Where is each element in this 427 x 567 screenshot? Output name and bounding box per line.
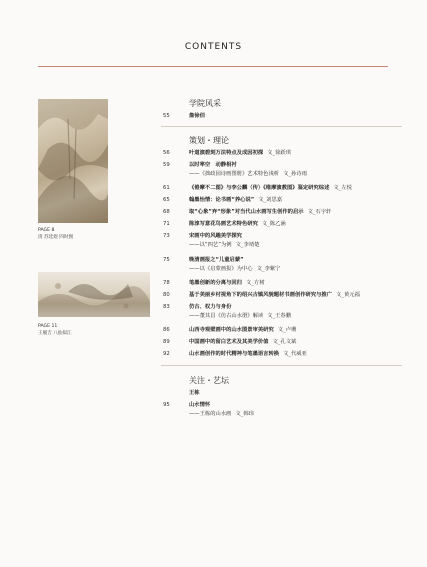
- toc-entry-subtitle[interactable]: [189, 242, 404, 249]
- painting-illustration: [38, 272, 150, 317]
- toc-entry[interactable]: [189, 257, 404, 264]
- toc-entry[interactable]: [189, 185, 404, 192]
- toc-entry-subtitle[interactable]: [189, 171, 404, 178]
- page-number: 86: [163, 327, 170, 333]
- page-number: 78: [163, 280, 170, 286]
- toc-entry[interactable]: [189, 402, 404, 409]
- page-number: 61: [163, 185, 170, 191]
- painting-image-river: [38, 272, 150, 317]
- image-caption-2: [38, 324, 72, 337]
- entry-author: 文_李紫宁: [256, 266, 281, 272]
- toc-entry[interactable]: [189, 197, 404, 204]
- page-number: 73: [163, 233, 170, 239]
- entry-title: 山水画创作的时代精神与笔墨语言转换: [189, 351, 280, 357]
- caption-text: 王履吉 八仙拟江: [38, 330, 72, 336]
- toc-entry[interactable]: [189, 150, 404, 157]
- painting-image-landscape: [38, 99, 108, 223]
- entry-title: 中国画中的留白艺术及其美学价值: [189, 339, 269, 345]
- entry-author: 文_刘思嘉: [258, 197, 283, 203]
- toc-entry[interactable]: [189, 304, 404, 311]
- toc-entry[interactable]: [189, 280, 404, 287]
- entry-author: 文_徐跃琪: [267, 150, 292, 156]
- entry-title: 取“心象”弃“形象”对当代山水画写生创作的启示: [189, 209, 304, 215]
- entry-title: 山西寺观壁画中的山水图景审美研究: [189, 327, 274, 333]
- entry-author: 文_孙诗雨: [283, 171, 307, 177]
- entry-title: 晚清画报之“儿童启蒙”: [189, 257, 244, 263]
- page-number: 83: [163, 304, 170, 310]
- entry-author: 文_石宇轩: [307, 209, 332, 215]
- entry-title: 以时率空 动静相衬: [189, 162, 237, 168]
- entry-title: 陈淳写意花鸟画艺术特色研究: [189, 221, 258, 227]
- entry-author: 文_王春鹏: [267, 313, 292, 319]
- entry-author: 文_孔文斌: [272, 339, 297, 345]
- page-number: 92: [163, 351, 170, 357]
- entry-title: 翰墨怡情：论书画“养心说”: [189, 197, 255, 203]
- contents-title: CONTENTS: [184, 42, 243, 52]
- entry-author: 文_左悦: [333, 185, 352, 191]
- entry-title: 叶道演碧刻万法特点及成因初探: [189, 150, 264, 156]
- entry-author: 文_卢珊: [277, 327, 297, 333]
- entry-title: 《倦摩不二图》与李公麟（传）《维摩演教图》鉴定研究综述: [189, 185, 330, 191]
- page-number: 71: [163, 221, 170, 227]
- page-number: 56: [163, 150, 170, 156]
- entry-author: 文_黄元福: [336, 292, 360, 298]
- image-caption-1: [38, 228, 73, 241]
- entry-title: ——以《启蒙画报》为中心: [189, 266, 253, 272]
- entry-author: 文_方树: [245, 280, 265, 286]
- painting-illustration: [38, 99, 108, 223]
- entry-title: 王栋: [189, 390, 200, 396]
- entry-author: 文_陈乙涵: [261, 221, 286, 227]
- caption-text: 清 苏廷煜 四时图: [38, 234, 74, 240]
- entry-author: 文_代威亚: [283, 351, 307, 357]
- toc-entry-subtitle[interactable]: [189, 313, 404, 320]
- page-number: 95: [163, 402, 170, 408]
- caption-page: PAGE 8: [38, 228, 55, 233]
- section-heading: 关注・艺坛: [189, 376, 229, 385]
- page-number: 59: [163, 162, 170, 168]
- entry-title: ——《拙政园诗画图册》艺术特色浅析: [189, 171, 280, 177]
- entry-title: ——以“四艺”为例: [189, 242, 232, 248]
- entry-title: ——董其昌《仿古山水册》解读: [189, 313, 264, 319]
- toc-entry[interactable]: [189, 113, 404, 120]
- header-divider: [38, 66, 388, 67]
- page-number: 55: [163, 113, 170, 119]
- toc-entry[interactable]: [189, 162, 404, 169]
- entry-title: 仿古、权力与身份: [189, 304, 232, 310]
- toc-entry[interactable]: [189, 351, 404, 358]
- page-number: 80: [163, 292, 170, 298]
- section-divider: [161, 126, 402, 127]
- section-divider: [161, 365, 402, 366]
- toc-entry[interactable]: [189, 233, 404, 240]
- toc-entry[interactable]: [189, 390, 404, 397]
- caption-page: PAGE 11: [38, 324, 58, 329]
- section-heading: 策划・理论: [189, 136, 229, 145]
- entry-title: 詹徐佰: [189, 113, 205, 119]
- toc-entry[interactable]: [189, 221, 404, 228]
- section-heading: 学院风采: [189, 99, 221, 108]
- entry-title: 山水情怀: [189, 402, 211, 408]
- entry-title: ——王栋的山水画: [189, 411, 232, 417]
- toc-entry[interactable]: [189, 339, 404, 346]
- page-number: 68: [163, 209, 170, 215]
- entry-author: 文_韩玮: [235, 411, 254, 417]
- entry-author: 文_李靖楚: [235, 242, 260, 248]
- toc-entry[interactable]: [189, 292, 404, 299]
- entry-title: 基于美丽乡村视角下的绍兴古镇风貌题材书画创作研究与推广: [189, 292, 333, 298]
- entry-title: 笔墨创新的分离与回归: [189, 280, 242, 286]
- toc-entry[interactable]: [189, 209, 404, 216]
- page-number: 65: [163, 197, 170, 203]
- page-number: 75: [163, 257, 170, 263]
- toc-entry-subtitle[interactable]: [189, 411, 404, 418]
- toc-entry[interactable]: [189, 327, 404, 334]
- page-number: 89: [163, 339, 170, 345]
- entry-title: 宋画中的风趣美学探究: [189, 233, 242, 239]
- toc-entry-subtitle[interactable]: [189, 266, 404, 273]
